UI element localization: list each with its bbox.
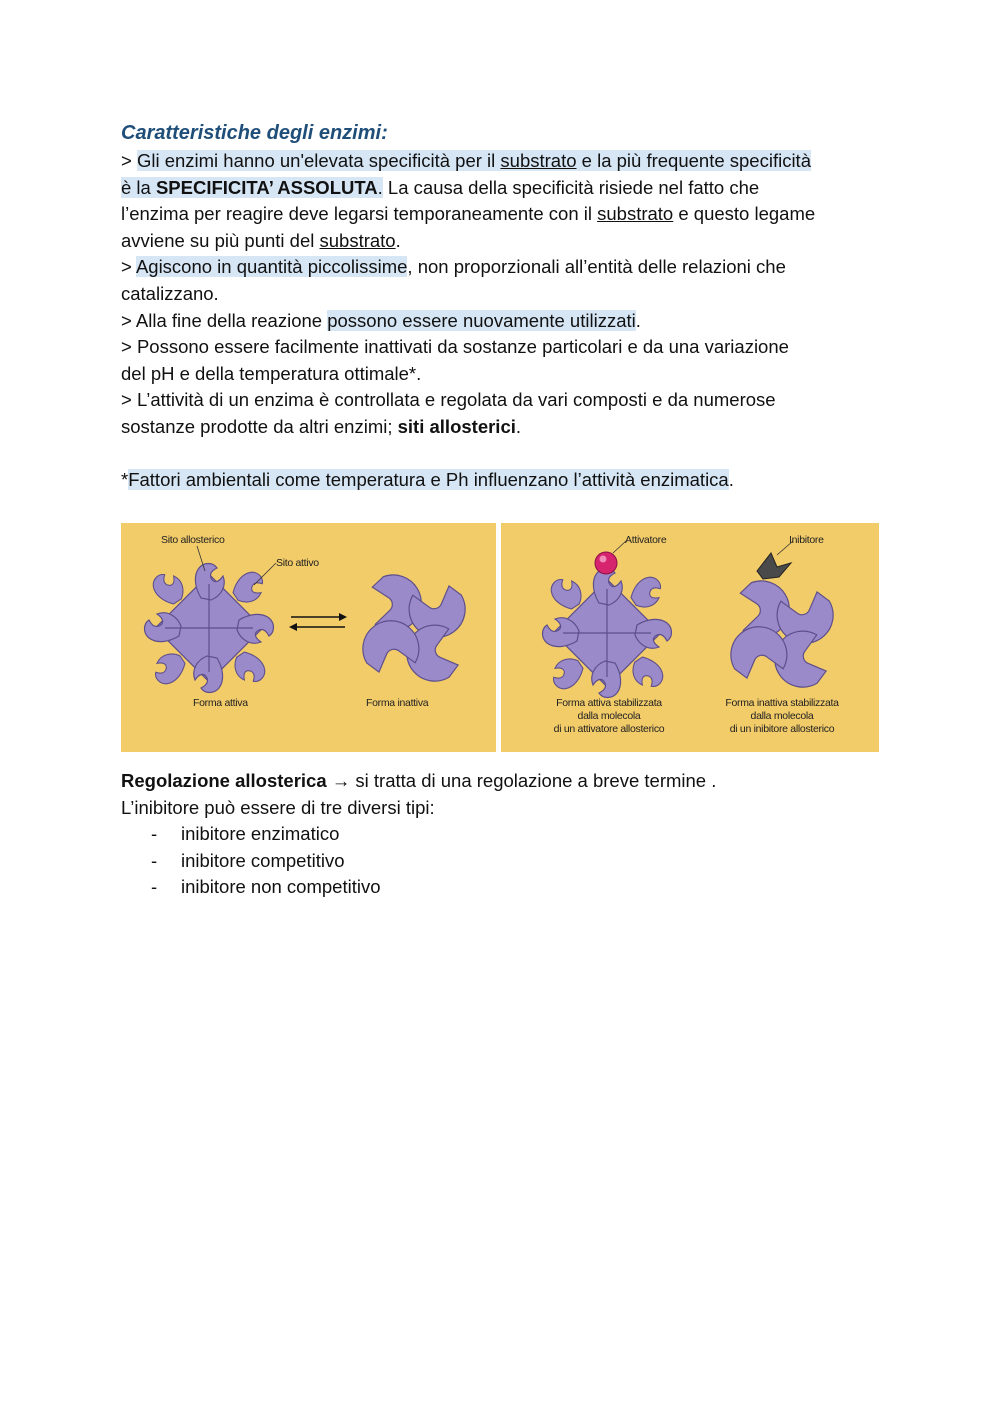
figure-panel-right (501, 523, 879, 752)
bold-term: Regolazione allosterica (121, 770, 327, 791)
figure-panel-left (121, 523, 496, 752)
caption-active-stabilized (529, 697, 689, 736)
allosteric-regulation-figure (121, 523, 879, 752)
text: sostanze prodotte da altri enzimi; (121, 415, 398, 437)
caption-line: dalla molecola (577, 710, 641, 722)
stabilized-active-enzyme (543, 569, 672, 698)
label-sito-attivo: Sito attivo (276, 557, 319, 569)
list-item-text: inibitore competitivo (181, 849, 345, 871)
text: avviene su più punti del (121, 229, 320, 251)
caption-line: di un attivatore allosterico (553, 723, 665, 735)
paragraph-2-line-1 (121, 254, 881, 281)
text: . (515, 415, 522, 437)
highlight (121, 177, 383, 198)
list-dash: - (151, 876, 158, 898)
text: . (728, 469, 734, 491)
paragraph-5-line-1: > L’attività di un enzima è controllata e regolata da vari composti e da numerose (121, 389, 776, 411)
allosteric-regulation-section (121, 768, 881, 901)
underlined-term: substrato (500, 150, 577, 171)
bold-term: siti allosterici (397, 415, 516, 437)
underlined-term: substrato (597, 203, 674, 225)
caption-line: di un inibitore allosterico (729, 723, 835, 735)
footnote (121, 467, 881, 494)
caption-inactive-stabilized (697, 697, 867, 736)
spacer (121, 441, 881, 468)
activator-molecule (595, 552, 617, 574)
paragraph-1-line-3 (121, 201, 881, 228)
text: e questo legame (673, 203, 816, 225)
list-item (121, 848, 881, 875)
list-dash: - (151, 849, 158, 871)
underlined-term: substrato (319, 229, 396, 251)
bold-term: SPECIFICITA’ ASSOLUTA (155, 176, 378, 198)
text: La causa della specificità risiede nel fatto che (382, 176, 760, 198)
label-forma-inattiva: Forma inattiva (366, 697, 429, 709)
inhibitor-intro: L’inibitore può essere di tre diversi tipi: (121, 796, 435, 818)
highlight: Fattori ambientali come temperatura e Ph influenzano l’attività enzimatica (128, 469, 729, 491)
list-item-text: inibitore enzimatico (181, 823, 340, 845)
active-enzyme-shape (145, 564, 274, 693)
paragraph-1-line-1 (121, 148, 881, 175)
list-dash: - (151, 823, 158, 845)
label-sito-allosterico: Sito allosterico (161, 534, 225, 546)
text: . (635, 309, 641, 331)
stabilized-inactive-enzyme (721, 573, 844, 697)
text: > Alla fine della reazione (121, 309, 328, 331)
caption-line: Forma inattiva stabilizzata (725, 697, 839, 709)
activator-highlight (600, 556, 607, 563)
bullet-marker: > (121, 256, 136, 278)
paragraph-1-line-4 (121, 228, 881, 255)
text: l’enzima per reagire deve legarsi temporaneamente con il (121, 203, 598, 225)
label-forma-attiva: Forma attiva (193, 697, 248, 709)
caption-line: dalla molecola (750, 710, 814, 722)
text: e la più frequente specificità (576, 150, 811, 171)
inhibitor-molecule (757, 553, 791, 579)
paragraph-4-line-1: > Possono essere facilmente inattivati da sostanze particolari e da una variazione (121, 336, 789, 358)
text: . (377, 176, 383, 198)
text: Gli enzimi hanno un'elevata specificità per il (136, 150, 501, 171)
highlight: possono essere nuovamente utilizzati (327, 309, 636, 331)
bullet-marker: > (121, 150, 137, 171)
paragraph-4-line-2: del pH e della temperatura ottimale*. (121, 362, 422, 384)
text: → si tratta di una regolazione a breve termine . (326, 770, 717, 791)
paragraph-2-line-2: catalizzano. (121, 282, 219, 304)
paragraph-1-line-2 (121, 175, 881, 202)
list-item-text: inibitore non competitivo (181, 876, 381, 898)
text: è la (121, 176, 156, 198)
paragraph-5-line-2 (121, 414, 881, 441)
list-item (121, 821, 881, 848)
highlight (137, 150, 811, 171)
regulation-line (121, 768, 881, 795)
paragraph-3 (121, 308, 881, 335)
inhibitor-types-list (121, 821, 881, 901)
highlight: Agiscono in quantità piccolissime (135, 256, 408, 278)
label-attivatore: Attivatore (625, 534, 667, 546)
page-title: Caratteristiche degli enzimi: (121, 122, 388, 144)
main-content (121, 118, 881, 494)
footnote-marker: * (121, 469, 129, 491)
text: . (395, 229, 401, 251)
list-item (121, 874, 881, 901)
caption-line: Forma attiva stabilizzata (556, 697, 662, 709)
text: , non proporzionali all’entità delle relazioni che (407, 256, 786, 278)
label-inibitore: Inibitore (789, 534, 824, 546)
inactive-enzyme-shape (353, 567, 476, 691)
